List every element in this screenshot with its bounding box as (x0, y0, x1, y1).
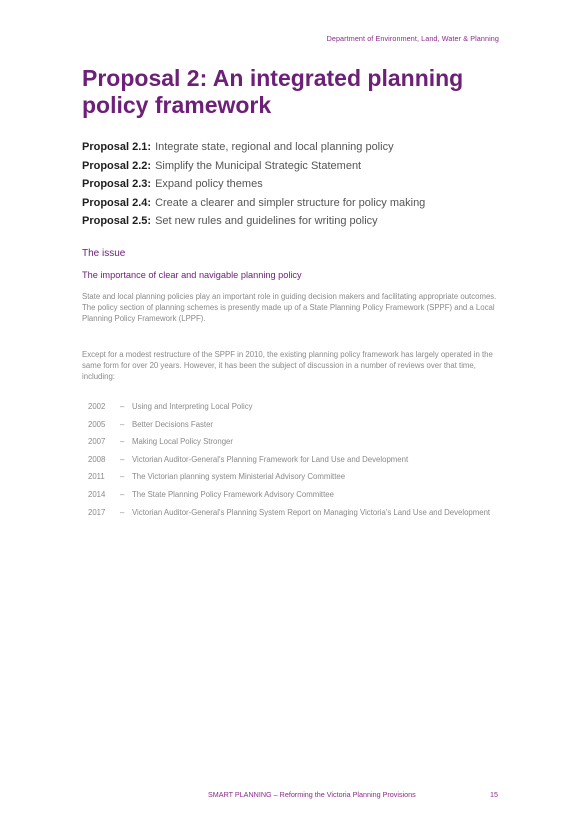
body-paragraph: State and local planning policies play an important role in guiding decision makers and facilitating appropriate outcomes. The policy section of planning schemes is presently made up of a State Planning Policy Framework (SPPF) and a Local Planning Policy Framework (LPPF). (82, 292, 497, 324)
proposal-item (82, 157, 512, 176)
review-dash: – (120, 507, 125, 517)
proposal-list (82, 138, 512, 231)
review-dash: – (120, 437, 125, 447)
header-department: Department of Environment, Land, Water & Planning (326, 34, 499, 43)
review-dash: – (120, 454, 125, 464)
proposal-text: Create a clearer and simpler structure for policy making (155, 196, 426, 209)
review-title: The State Planning Policy Framework Advisory Committee (132, 489, 334, 499)
section-heading: The issue (82, 248, 126, 259)
review-dash: – (120, 402, 125, 411)
review-item (88, 436, 508, 447)
review-item (88, 471, 508, 482)
review-item (88, 507, 508, 518)
review-year: 2008 (88, 454, 106, 464)
proposal-number: Proposal 2.3: (82, 178, 152, 190)
proposal-item (82, 138, 512, 157)
footer-text: SMART PLANNING – Reforming the Victoria Planning Provisions (208, 790, 416, 799)
proposal-number: Proposal 2.2: (82, 159, 152, 172)
proposal-text: Simplify the Municipal Strategic Statement (155, 159, 362, 172)
proposal-number: Proposal 2.5: (82, 215, 152, 227)
review-year: 2014 (88, 489, 106, 499)
review-dash: – (120, 419, 125, 429)
review-title: Using and Interpreting Local Policy (132, 402, 253, 411)
review-item (88, 419, 508, 430)
review-dash: – (120, 489, 125, 499)
review-item (88, 454, 508, 465)
review-title: Victorian Auditor-General's Planning System Report on Managing Victoria's Land Use and Development (132, 507, 491, 517)
proposal-item (82, 212, 512, 231)
review-list (88, 401, 508, 524)
body-paragraph: Except for a modest restructure of the SPPF in 2010, the existing planning policy framework has largely operated in the same form for over 20 years. However, it has been the subject of discussion in a number of reviews over that time, including: (82, 350, 493, 382)
review-year: 2011 (88, 472, 105, 482)
review-title: Victorian Auditor-General's Planning Framework for Land Use and Development (132, 454, 409, 464)
review-title: Better Decisions Faster (132, 419, 214, 429)
page-title: Proposal 2: An integrated planning policy framework (82, 65, 464, 118)
proposal-item (82, 194, 512, 213)
review-title: The Victorian planning system Ministerial Advisory Committee (132, 472, 346, 482)
review-year: 2005 (88, 419, 106, 429)
proposal-text: Integrate state, regional and local planning policy (155, 141, 394, 153)
proposal-item (82, 175, 512, 194)
page-number: 15 (490, 790, 498, 799)
proposal-number: Proposal 2.1: (82, 141, 152, 153)
proposal-number: Proposal 2.4: (82, 196, 152, 209)
review-item (88, 489, 508, 500)
review-item (88, 401, 508, 412)
proposal-text: Set new rules and guidelines for writing policy (155, 215, 378, 227)
proposal-text: Expand policy themes (155, 178, 263, 190)
review-year: 2017 (88, 507, 106, 517)
review-dash: – (120, 472, 125, 482)
review-title: Making Local Policy Stronger (132, 437, 233, 447)
review-year: 2002 (88, 402, 106, 411)
review-year: 2007 (88, 437, 106, 447)
section-subheading: The importance of clear and navigable planning policy (82, 270, 302, 280)
